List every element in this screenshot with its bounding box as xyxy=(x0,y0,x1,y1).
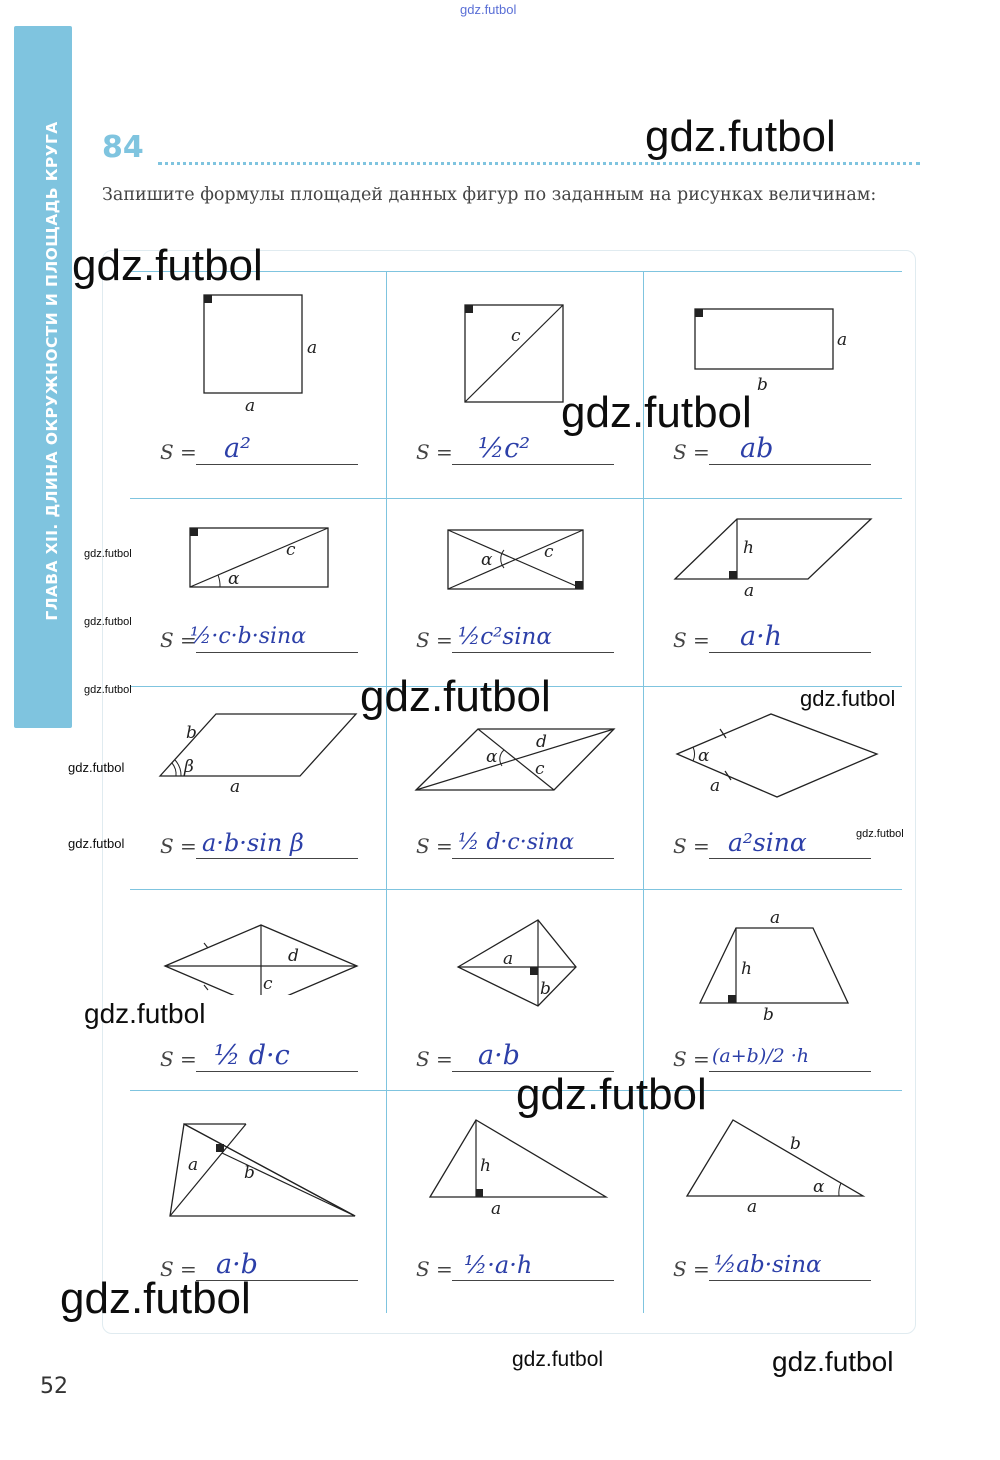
label-b: b xyxy=(790,1134,801,1154)
answer-line xyxy=(709,1280,871,1281)
answer-line xyxy=(709,464,871,465)
label-a: a xyxy=(307,338,318,358)
answer-text: a·h xyxy=(740,621,783,652)
chapter-title: ГЛАВА XII. ДЛИНА ОКРУЖНОСТИ И ПЛОЩАДЬ КРУГА xyxy=(43,121,61,621)
answer-text: a·b·sin β xyxy=(202,829,304,857)
parallelogram-angle-figure xyxy=(150,705,365,800)
label-h: h xyxy=(480,1156,491,1176)
label-a: a xyxy=(230,777,241,797)
watermark: gdz.futbol xyxy=(84,616,132,628)
label-a: a xyxy=(770,908,781,928)
answer-line xyxy=(452,1280,614,1281)
answer-text: ½ d·c·sinα xyxy=(458,830,575,855)
answer-line xyxy=(709,1071,871,1072)
label-alpha: α xyxy=(228,569,240,589)
label-a: a xyxy=(503,949,514,969)
label-h: h xyxy=(743,538,754,558)
exercise-task: Запишите формулы площадей данных фигур по заданным на рисунках величинам: xyxy=(102,185,877,205)
watermark: gdz.futbol xyxy=(800,686,896,711)
answer-line xyxy=(196,464,358,465)
label-alpha: α xyxy=(481,550,493,570)
label-alpha: α xyxy=(813,1177,825,1197)
label-a: a xyxy=(710,776,721,796)
watermark: gdz.futbol xyxy=(512,1348,604,1371)
label-a: a xyxy=(245,396,256,416)
label-d: d xyxy=(536,732,547,752)
answer-line xyxy=(452,464,614,465)
label-d: d xyxy=(288,946,299,966)
answer-text: (a+b)/2 ·h xyxy=(712,1045,810,1067)
watermark: gdz.futbol xyxy=(561,388,752,437)
answer-text: ½ab·sinα xyxy=(714,1252,822,1278)
answer-text: a² xyxy=(224,433,251,464)
watermark: gdz.futbol xyxy=(84,684,132,696)
label-a: a xyxy=(188,1155,199,1175)
watermark: gdz.futbol xyxy=(84,548,132,560)
watermark: gdz.futbol xyxy=(68,836,125,851)
answer-text: ½c² xyxy=(478,433,531,464)
area-label: S = xyxy=(416,440,453,464)
label-alpha: α xyxy=(486,747,498,767)
answer-text: ½·c·b·sinα xyxy=(190,624,307,649)
area-label: S = xyxy=(673,834,710,858)
watermark: gdz.futbol xyxy=(72,241,263,290)
header-dotted-rule xyxy=(158,162,920,165)
area-label: S = xyxy=(673,1257,710,1281)
answer-text: a·b xyxy=(216,1249,258,1280)
answer-line xyxy=(709,652,871,653)
rectangle-diagonals-angle-figure xyxy=(438,520,598,600)
label-a: a xyxy=(491,1199,502,1219)
answer-text: ½·a·h xyxy=(464,1251,533,1279)
area-label: S = xyxy=(160,440,197,464)
watermark: gdz.futbol xyxy=(460,2,517,17)
parallelogram-height-figure xyxy=(665,510,885,605)
answer-line xyxy=(196,858,358,859)
obtuse-triangle-height-figure xyxy=(160,1115,365,1225)
watermark: gdz.futbol xyxy=(856,828,904,840)
watermark: gdz.futbol xyxy=(60,1274,251,1323)
label-c: c xyxy=(286,540,296,560)
watermark: gdz.futbol xyxy=(360,672,551,721)
label-b: b xyxy=(186,723,197,743)
watermark: gdz.futbol xyxy=(516,1070,707,1119)
label-beta: β xyxy=(184,757,194,777)
area-label: S = xyxy=(160,628,197,652)
area-label: S = xyxy=(416,1257,453,1281)
rectangle-diagonal-figure xyxy=(180,520,340,605)
label-alpha: α xyxy=(698,746,710,766)
area-label: S = xyxy=(416,834,453,858)
square-figure xyxy=(190,286,330,416)
answer-line xyxy=(452,652,614,653)
label-b: b xyxy=(244,1163,255,1183)
answer-text: ½c²sinα xyxy=(458,624,552,650)
label-b: b xyxy=(540,979,551,999)
rhombus-angle-figure xyxy=(668,705,883,805)
label-c: c xyxy=(263,974,273,994)
area-label: S = xyxy=(416,628,453,652)
label-a: a xyxy=(837,330,848,350)
page-number: 52 xyxy=(40,1374,68,1399)
answer-text: a²sinα xyxy=(728,828,807,857)
watermark: gdz.futbol xyxy=(645,112,836,161)
area-label: S = xyxy=(160,1047,197,1071)
answer-line xyxy=(196,652,358,653)
watermark: gdz.futbol xyxy=(84,998,206,1029)
label-h: h xyxy=(741,959,752,979)
answer-line xyxy=(709,858,871,859)
triangle-sides-angle-figure xyxy=(677,1110,872,1220)
kite-diagonals-figure xyxy=(450,910,585,1010)
trapezoid-figure xyxy=(690,905,865,1025)
label-c: c xyxy=(511,326,521,346)
triangle-height-figure xyxy=(420,1110,615,1220)
parallelogram-diagonals-figure xyxy=(408,720,623,800)
label-c: c xyxy=(544,542,554,562)
area-label: S = xyxy=(416,1047,453,1071)
area-label: S = xyxy=(160,834,197,858)
answer-text: ab xyxy=(740,433,774,464)
answer-text: a·b xyxy=(478,1040,520,1071)
label-b: b xyxy=(763,1005,774,1025)
area-label: S = xyxy=(673,628,710,652)
rectangle-figure xyxy=(685,300,860,395)
watermark: gdz.futbol xyxy=(772,1346,894,1377)
rhombus-diagonals-figure xyxy=(155,915,365,995)
answer-line xyxy=(452,858,614,859)
watermark: gdz.futbol xyxy=(68,760,125,775)
grid-line xyxy=(386,271,387,1313)
area-label: S = xyxy=(160,1257,197,1281)
label-a: a xyxy=(747,1197,758,1217)
answer-line xyxy=(196,1071,358,1072)
grid-line xyxy=(130,498,902,499)
answer-text: ½ d·c xyxy=(214,1040,290,1071)
label-a: a xyxy=(744,581,755,601)
area-label: S = xyxy=(673,1047,710,1071)
label-c: c xyxy=(535,759,545,779)
exercise-number: 84 xyxy=(102,130,144,165)
label-b: b xyxy=(757,375,768,395)
grid-line xyxy=(130,889,902,890)
area-label: S = xyxy=(673,440,710,464)
